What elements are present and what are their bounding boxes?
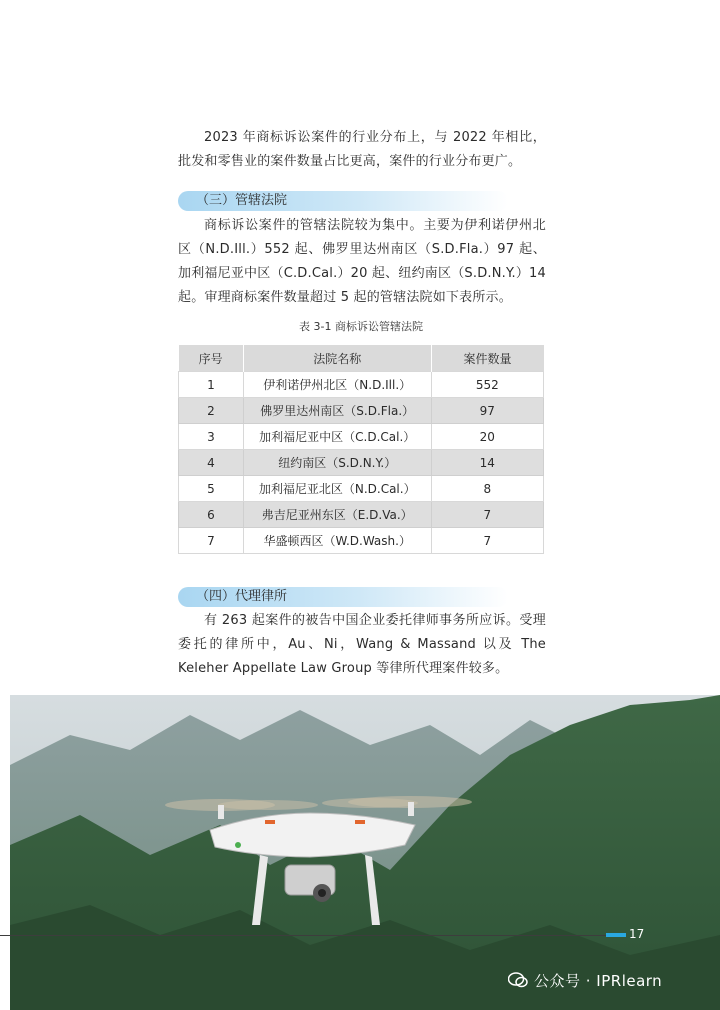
- row-index: 1: [179, 372, 244, 398]
- table-row: [179, 502, 544, 528]
- row-case-count: 97: [431, 398, 543, 424]
- row-case-count: 8: [431, 476, 543, 502]
- law-firms-paragraph: 有 263 起案件的被告中国企业委托律师事务所应诉。受理委托的律所中，Au、Ni，Wang & Massand 以及 The Keleher Appellate Law Group 等律所代理案件较多。: [178, 613, 546, 676]
- row-case-count: 552: [431, 372, 543, 398]
- intro-paragraph: 2023 年商标诉讼案件的行业分布上，与 2022 年相比，批发和零售业的案件数量占比更高，案件的行业分布更广。: [178, 130, 546, 169]
- section-heading-law-firms: （四）代理律所: [178, 587, 508, 607]
- table-row: [179, 372, 544, 398]
- watermark: [508, 970, 662, 992]
- table-row: [179, 450, 544, 476]
- table-caption: 表 3-1 商标诉讼管辖法院: [299, 320, 423, 333]
- header-court-name: 法院名称: [243, 345, 431, 372]
- table-row: [179, 398, 544, 424]
- row-court-name: 佛罗里达州南区（S.D.Fla.）: [243, 398, 431, 424]
- row-index: 2: [179, 398, 244, 424]
- row-index: 6: [179, 502, 244, 528]
- table-row: [179, 476, 544, 502]
- drone-landscape-illustration: [10, 695, 720, 1010]
- row-court-name: 伊利诺伊州北区（N.D.Ill.）: [243, 372, 431, 398]
- section-heading-jurisdiction: （三）管辖法院: [178, 191, 508, 211]
- row-index: 5: [179, 476, 244, 502]
- row-court-name: 纽约南区（S.D.N.Y.）: [243, 450, 431, 476]
- row-index: 7: [179, 528, 244, 554]
- drone-photo: [10, 695, 720, 1010]
- table-header-row: [179, 345, 544, 372]
- header-index: 序号: [179, 345, 244, 372]
- table-row: [179, 424, 544, 450]
- row-index: 3: [179, 424, 244, 450]
- row-case-count: 20: [431, 424, 543, 450]
- wechat-icon: [508, 972, 528, 992]
- row-case-count: 7: [431, 528, 543, 554]
- row-court-name: 弗吉尼亚州东区（E.D.Va.）: [243, 502, 431, 528]
- row-case-count: 14: [431, 450, 543, 476]
- page-rule: [0, 935, 606, 936]
- watermark-text: 公众号 · IPRlearn: [534, 972, 663, 990]
- row-case-count: 7: [431, 502, 543, 528]
- header-case-count: 案件数量: [431, 345, 543, 372]
- page-number-marker: [606, 933, 626, 937]
- row-index: 4: [179, 450, 244, 476]
- row-court-name: 华盛顿西区（W.D.Wash.）: [243, 528, 431, 554]
- courts-table: [178, 345, 544, 554]
- table-row: [179, 528, 544, 554]
- jurisdiction-paragraph: 商标诉讼案件的管辖法院较为集中。主要为伊利诺伊州北区（N.D.Ill.）552 起、佛罗里达州南区（S.D.Fla.）97 起、加利福尼亚中区（C.D.Cal.）20 起、纽约南区（S.D.N.Y.）14 起。审理商标案件数量超过 5 起的管辖法院如下表所示。: [178, 218, 546, 305]
- page-number: 17: [629, 927, 645, 941]
- row-court-name: 加利福尼亚中区（C.D.Cal.）: [243, 424, 431, 450]
- row-court-name: 加利福尼亚北区（N.D.Cal.）: [243, 476, 431, 502]
